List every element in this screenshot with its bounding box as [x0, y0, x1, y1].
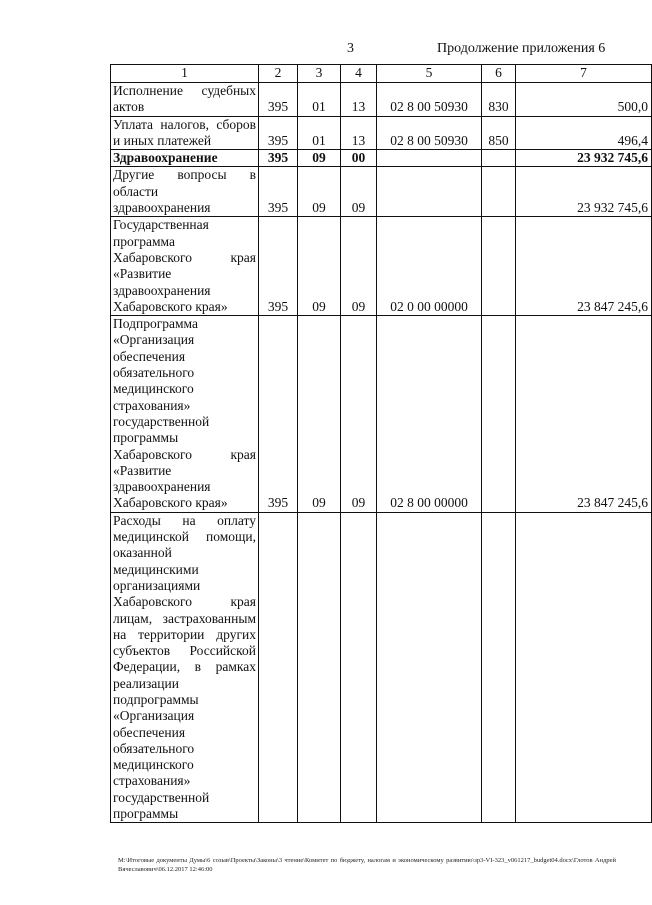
column-header: 3	[298, 65, 341, 83]
section-code-cell: 09	[298, 167, 341, 217]
ministry-code-cell: 395	[259, 83, 298, 117]
section-code-cell: 09	[298, 316, 341, 513]
section-code-cell	[298, 512, 341, 823]
section-code-cell: 01	[298, 83, 341, 117]
target-article-cell	[377, 512, 482, 823]
amount-cell: 23 847 245,6	[516, 316, 652, 513]
row-name-cell: Исполнение судебных актов	[111, 83, 259, 117]
row-name-cell: Подпрограмма «Организация обеспечения обязательного медицинского страхования» государственной программы Хабаровского края «Развитие здравоохранения Хабаровского края»	[111, 316, 259, 513]
amount-cell: 500,0	[516, 83, 652, 117]
appendix-continuation-label: Продолжение приложения 6	[437, 41, 606, 56]
table-row	[111, 83, 652, 117]
table-header-row	[111, 65, 652, 83]
column-header: 5	[377, 65, 482, 83]
section-code-cell: 09	[298, 217, 341, 316]
expense-type-cell	[482, 167, 516, 217]
row-name-cell: Уплата налогов, сборов и иных платежей	[111, 116, 259, 150]
ministry-code-cell	[259, 512, 298, 823]
subsection-code-cell: 09	[341, 167, 377, 217]
section-code-cell: 01	[298, 116, 341, 150]
budget-table	[110, 64, 652, 823]
amount-cell: 496,4	[516, 116, 652, 150]
column-header: 4	[341, 65, 377, 83]
expense-type-cell	[482, 316, 516, 513]
ministry-code-cell: 395	[259, 167, 298, 217]
row-name-cell: Здравоохранение	[111, 150, 259, 167]
expense-type-cell	[482, 150, 516, 167]
row-name-cell: Расходы на оплату медицинской помощи, оказанной медицинскими организациями Хабаровского края лицам, застрахованным на территории других субъектов Российской Федерации, в рамках реализации подпрограммы «Организация обеспечения обязательного медицинского страхования» государственной программы	[111, 512, 259, 823]
expense-type-cell	[482, 512, 516, 823]
amount-cell: 23 932 745,6	[516, 150, 652, 167]
column-header: 1	[111, 65, 259, 83]
table-row	[111, 512, 652, 823]
document-path-footer: M:\Итоговые документы Думы\6 созыв\Проекты\Законы\3 чтение\Комитет по бюджету, налогам и экономическому развитию\зр3-VI-323_v061217_budget04.docx\Глотов Андрей Вячеславович\06.12.2017 12:46:00	[118, 857, 616, 873]
target-article-cell: 02 8 00 00000	[377, 316, 482, 513]
subsection-code-cell: 00	[341, 150, 377, 167]
amount-cell	[516, 512, 652, 823]
target-article-cell: 02 8 00 50930	[377, 116, 482, 150]
ministry-code-cell: 395	[259, 116, 298, 150]
row-name-cell: Другие вопросы в области здравоохранения	[111, 167, 259, 217]
ministry-code-cell: 395	[259, 150, 298, 167]
ministry-code-cell: 395	[259, 217, 298, 316]
expense-type-cell: 850	[482, 116, 516, 150]
column-header: 6	[482, 65, 516, 83]
column-header: 2	[259, 65, 298, 83]
row-name-cell: Государственная программа Хабаровского края «Развитие здравоохранения Хабаровского края»	[111, 217, 259, 316]
ministry-code-cell: 395	[259, 316, 298, 513]
table-row	[111, 116, 652, 150]
table-row-section-total	[111, 150, 652, 167]
page-number: 3	[347, 41, 354, 56]
subsection-code-cell	[341, 512, 377, 823]
section-code-cell: 09	[298, 150, 341, 167]
target-article-cell	[377, 150, 482, 167]
subsection-code-cell: 13	[341, 83, 377, 117]
expense-type-cell	[482, 217, 516, 316]
column-header: 7	[516, 65, 652, 83]
amount-cell: 23 932 745,6	[516, 167, 652, 217]
table-row	[111, 167, 652, 217]
target-article-cell: 02 8 00 50930	[377, 83, 482, 117]
amount-cell: 23 847 245,6	[516, 217, 652, 316]
subsection-code-cell: 13	[341, 116, 377, 150]
subsection-code-cell: 09	[341, 316, 377, 513]
target-article-cell: 02 0 00 00000	[377, 217, 482, 316]
subsection-code-cell: 09	[341, 217, 377, 316]
expense-type-cell: 830	[482, 83, 516, 117]
target-article-cell	[377, 167, 482, 217]
table-row	[111, 217, 652, 316]
table-row	[111, 316, 652, 513]
